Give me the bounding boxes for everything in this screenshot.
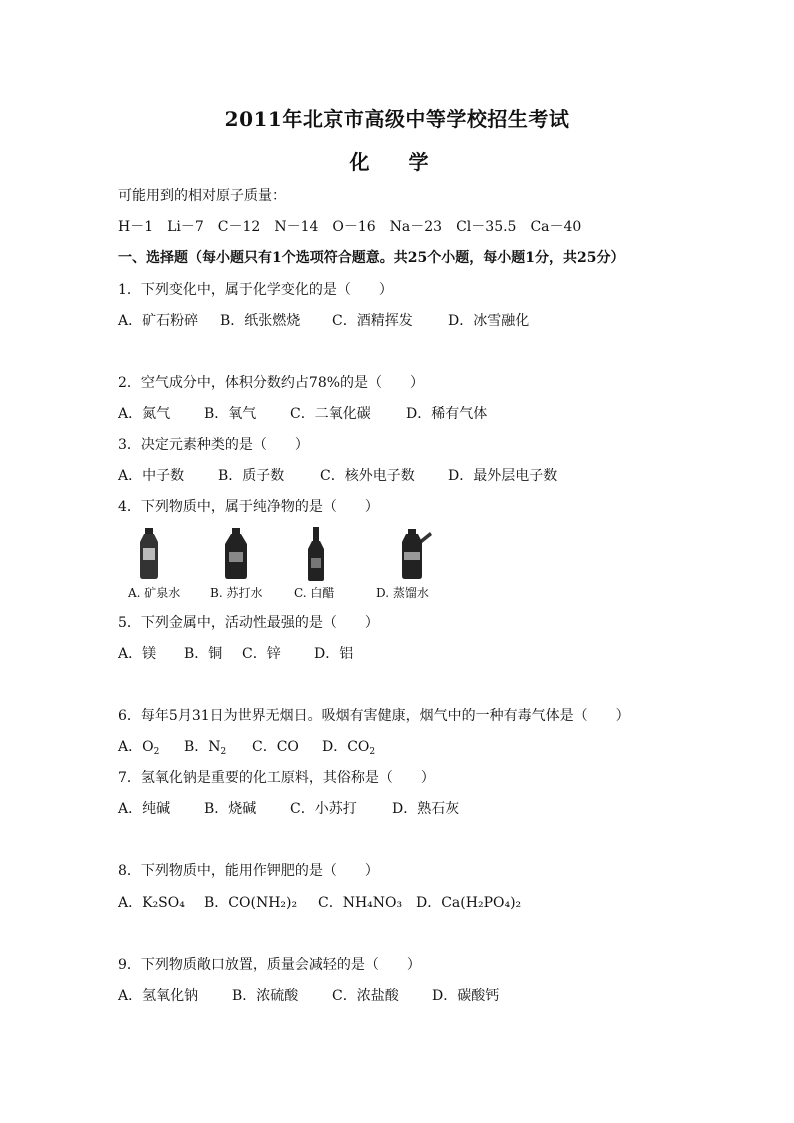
question-stem: 4．下列物质中，属于纯净物的是（ ）	[118, 499, 379, 515]
section-heading: 一、选择题（每小题只有1个选项符合题意。共25个小题，每小题1分，共25分）	[118, 250, 625, 266]
option-b: B．CO(NH₂)₂	[204, 895, 298, 911]
question-options	[118, 311, 529, 331]
option-a: A．氢氧化钠	[118, 988, 199, 1004]
question-stem: 6．每年5月31日为世界无烟日。吸烟有害健康，烟气中的一种有毒气体是（ ）	[118, 708, 630, 724]
bottle-label-d: D. 蒸馏水	[376, 586, 429, 600]
option-c: C．二氧化碳	[290, 406, 371, 422]
option-d: D．冰雪融化	[448, 313, 530, 329]
option-b: B．纸张燃烧	[220, 313, 301, 329]
atomic-mass-values: H－1 Li－7 C－12 N－14 O－16 Na－23 Cl－35.5 Ca－40	[118, 219, 582, 235]
option-d: D．碳酸钙	[432, 988, 500, 1004]
option-c: C．小苏打	[290, 801, 357, 817]
subject-title: 化 学	[349, 150, 445, 174]
option-d: D．Ca(H₂PO₄)₂	[416, 895, 522, 911]
question-stem: 1．下列变化中，属于化学变化的是（ ）	[118, 282, 393, 298]
question-stem: 3．决定元素种类的是（ ）	[118, 437, 309, 453]
option-c: C．CO	[252, 739, 299, 755]
option-a: A．纯碱	[118, 801, 171, 817]
question-options	[118, 644, 353, 664]
option-b: B．铜	[184, 646, 223, 662]
bottle-label-a: A. 矿泉水	[128, 586, 181, 600]
question-stem: 7．氢氧化钠是重要的化工原料，其俗称是（ ）	[118, 770, 435, 786]
option-c: C．锌	[242, 646, 281, 662]
option-a: A．K₂SO₄	[118, 895, 185, 911]
soda-water-bottle-icon	[222, 526, 250, 580]
question-options	[118, 404, 487, 424]
option-d: D．$CO_2$	[322, 739, 376, 757]
question-stem: 8．下列物质中，能用作钾肥的是（ ）	[118, 863, 379, 879]
question-stem: 2．空气成分中，体积分数约占78%的是（ ）	[118, 375, 425, 391]
option-d: D．最外层电子数	[448, 468, 558, 484]
question-stem: 5．下列金属中，活动性最强的是（ ）	[118, 615, 379, 631]
question-options	[118, 737, 375, 762]
option-c: C．酒精挥发	[332, 313, 413, 329]
option-b: B．质子数	[218, 468, 285, 484]
question-options	[118, 986, 499, 1006]
vinegar-bottle-icon	[306, 526, 326, 582]
option-d: D．熟石灰	[392, 801, 460, 817]
distilled-water-bottle-icon	[398, 526, 434, 580]
option-c: C．核外电子数	[320, 468, 415, 484]
question-stem: 9．下列物质敞口放置，质量会减轻的是（ ）	[118, 957, 421, 973]
option-d: D．稀有气体	[406, 406, 488, 422]
option-b: B．浓硫酸	[232, 988, 299, 1004]
option-a: A．$O_2$	[118, 739, 160, 757]
option-a: A．矿石粉碎	[118, 313, 199, 329]
atomic-mass-intro: 可能用到的相对原子质量：	[118, 188, 286, 204]
question-options	[118, 466, 557, 486]
option-b: B．氧气	[204, 406, 257, 422]
bottle-label-b: B. 苏打水	[210, 586, 263, 600]
option-a: A．氮气	[118, 406, 171, 422]
option-c: C．浓盐酸	[332, 988, 399, 1004]
option-a: A．中子数	[118, 468, 185, 484]
mineral-water-bottle-icon	[136, 526, 162, 580]
question-options	[118, 799, 459, 819]
question-options	[118, 893, 521, 913]
option-a: A．镁	[118, 646, 157, 662]
bottle-figure	[118, 526, 448, 606]
bottle-label-c: C. 白醋	[294, 586, 335, 600]
option-d: D．铝	[314, 646, 354, 662]
option-c: C．NH₄NO₃	[318, 895, 403, 911]
exam-title: 2011年北京市高级中等学校招生考试	[224, 107, 570, 131]
option-b: B．烧碱	[204, 801, 257, 817]
option-b: B．$N_2$	[184, 739, 227, 757]
